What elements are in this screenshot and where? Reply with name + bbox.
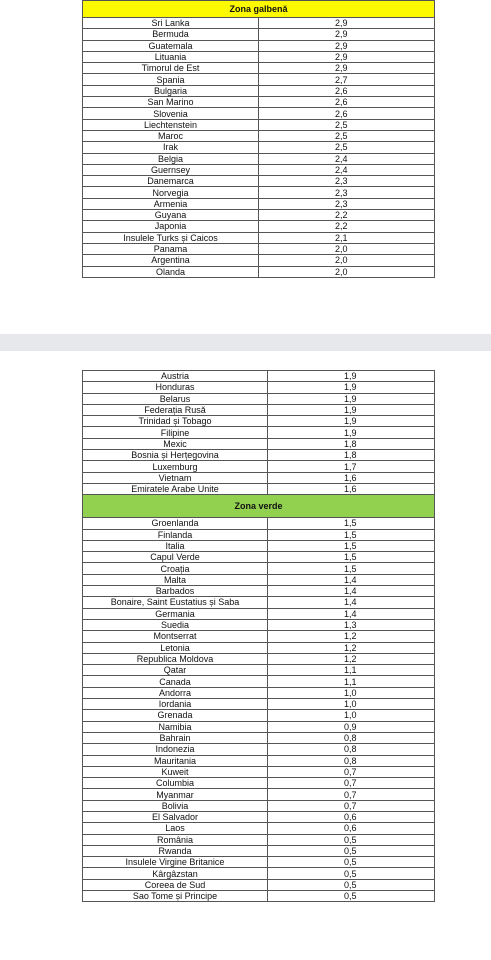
yellow-zone-row xyxy=(83,210,435,221)
yellow-zone-row xyxy=(83,63,435,74)
incidence-value: 1,5 xyxy=(268,529,435,540)
incidence-value: 2,5 xyxy=(259,142,435,153)
country-name: Mauritania xyxy=(83,755,268,766)
incidence-value: 1,0 xyxy=(268,687,435,698)
yellow-zone-row xyxy=(83,416,435,427)
country-name: Canada xyxy=(83,676,268,687)
country-name: Myanmar xyxy=(83,789,268,800)
green-zone-row xyxy=(83,653,435,664)
incidence-value: 0,5 xyxy=(268,891,435,902)
country-name: România xyxy=(83,834,268,845)
yellow-zone-row xyxy=(83,232,435,243)
country-name: San Marino xyxy=(83,97,259,108)
incidence-value: 2,3 xyxy=(259,187,435,198)
country-name: Insulele Virgine Britanice xyxy=(83,857,268,868)
country-name: Armenia xyxy=(83,198,259,209)
green-zone-row xyxy=(83,597,435,608)
country-name: Letonia xyxy=(83,642,268,653)
incidence-value: 2,3 xyxy=(259,198,435,209)
incidence-value: 0,7 xyxy=(268,789,435,800)
green-zone-row xyxy=(83,800,435,811)
incidence-value: 1,5 xyxy=(268,518,435,529)
incidence-value: 1,8 xyxy=(268,438,435,449)
incidence-value: 2,3 xyxy=(259,176,435,187)
green-zone-row xyxy=(83,891,435,902)
green-zone-row xyxy=(83,608,435,619)
green-zone-row xyxy=(83,721,435,732)
incidence-value: 1,7 xyxy=(268,461,435,472)
green-zone-title: Zona verde xyxy=(83,495,435,518)
country-name: Lituania xyxy=(83,51,259,62)
incidence-value: 0,5 xyxy=(268,845,435,856)
incidence-value: 1,6 xyxy=(268,472,435,483)
yellow-zone-row xyxy=(83,438,435,449)
green-zone-row xyxy=(83,879,435,890)
incidence-value: 1,6 xyxy=(268,483,435,494)
country-name: Italia xyxy=(83,540,268,551)
green-zone-row xyxy=(83,857,435,868)
countries-table-continued xyxy=(82,370,435,902)
green-zone-row xyxy=(83,518,435,529)
yellow-zone-row xyxy=(83,164,435,175)
yellow-zone-row xyxy=(83,450,435,461)
country-name: Columbia xyxy=(83,778,268,789)
incidence-value: 0,5 xyxy=(268,857,435,868)
country-name: Insulele Turks și Caicos xyxy=(83,232,259,243)
green-zone-row xyxy=(83,687,435,698)
yellow-zone-row xyxy=(83,243,435,254)
country-name: Iordania xyxy=(83,699,268,710)
incidence-value: 2,1 xyxy=(259,232,435,243)
incidence-value: 0,5 xyxy=(268,868,435,879)
country-name: Andorra xyxy=(83,687,268,698)
country-name: Groenlanda xyxy=(83,518,268,529)
country-name: Suedia xyxy=(83,619,268,630)
country-name: Vietnam xyxy=(83,472,268,483)
incidence-value: 2,0 xyxy=(259,255,435,266)
green-zone-header-row xyxy=(83,495,435,518)
green-zone-row xyxy=(83,755,435,766)
country-name: Bosnia și Herțegovina xyxy=(83,450,268,461)
incidence-value: 1,9 xyxy=(268,404,435,415)
yellow-zone-row xyxy=(83,176,435,187)
yellow-zone-row xyxy=(83,393,435,404)
country-name: Bermuda xyxy=(83,29,259,40)
country-name: Bahrain xyxy=(83,732,268,743)
country-name: Rwanda xyxy=(83,845,268,856)
incidence-value: 1,9 xyxy=(268,382,435,393)
yellow-zone-header-row xyxy=(83,1,435,18)
incidence-value: 0,7 xyxy=(268,778,435,789)
yellow-zone-row xyxy=(83,85,435,96)
green-zone-row xyxy=(83,699,435,710)
incidence-value: 1,0 xyxy=(268,710,435,721)
yellow-zone-row xyxy=(83,221,435,232)
country-name: Montserrat xyxy=(83,631,268,642)
incidence-value: 2,6 xyxy=(259,97,435,108)
green-zone-row xyxy=(83,778,435,789)
incidence-value: 1,9 xyxy=(268,393,435,404)
incidence-value: 2,2 xyxy=(259,210,435,221)
incidence-value: 1,3 xyxy=(268,619,435,630)
green-zone-row xyxy=(83,529,435,540)
country-name: Germania xyxy=(83,608,268,619)
yellow-zone-row xyxy=(83,255,435,266)
yellow-zone-row xyxy=(83,427,435,438)
country-name: Danemarca xyxy=(83,176,259,187)
incidence-value: 2,6 xyxy=(259,108,435,119)
incidence-value: 2,9 xyxy=(259,63,435,74)
country-name: Croația xyxy=(83,563,268,574)
country-name: Coreea de Sud xyxy=(83,879,268,890)
incidence-value: 0,5 xyxy=(268,834,435,845)
country-name: Spania xyxy=(83,74,259,85)
incidence-value: 1,2 xyxy=(268,631,435,642)
green-zone-row xyxy=(83,540,435,551)
country-name: Namibia xyxy=(83,721,268,732)
incidence-value: 1,0 xyxy=(268,699,435,710)
incidence-value: 1,4 xyxy=(268,608,435,619)
country-name: Finlanda xyxy=(83,529,268,540)
country-name: Grenada xyxy=(83,710,268,721)
green-zone-row xyxy=(83,732,435,743)
incidence-value: 1,2 xyxy=(268,653,435,664)
country-name: Guatemala xyxy=(83,40,259,51)
country-name: Trinidad și Tobago xyxy=(83,416,268,427)
country-name: Laos xyxy=(83,823,268,834)
green-zone-row xyxy=(83,744,435,755)
incidence-value: 0,6 xyxy=(268,823,435,834)
incidence-value: 0,5 xyxy=(268,879,435,890)
incidence-value: 0,6 xyxy=(268,811,435,822)
incidence-value: 1,1 xyxy=(268,665,435,676)
yellow-zone-row xyxy=(83,198,435,209)
country-name: Indonezia xyxy=(83,744,268,755)
country-name: Bonaire, Saint Eustatius și Saba xyxy=(83,597,268,608)
green-zone-row xyxy=(83,642,435,653)
green-zone-row xyxy=(83,586,435,597)
incidence-value: 1,8 xyxy=(268,450,435,461)
yellow-zone-row xyxy=(83,97,435,108)
country-name: El Salvador xyxy=(83,811,268,822)
incidence-value: 2,5 xyxy=(259,130,435,141)
incidence-value: 1,9 xyxy=(268,416,435,427)
incidence-value: 2,9 xyxy=(259,40,435,51)
incidence-value: 1,4 xyxy=(268,597,435,608)
green-zone-row xyxy=(83,710,435,721)
country-name: Capul Verde xyxy=(83,552,268,563)
yellow-zone-row xyxy=(83,142,435,153)
yellow-zone-row xyxy=(83,371,435,382)
country-name: Sao Tome și Principe xyxy=(83,891,268,902)
yellow-zone-row xyxy=(83,119,435,130)
yellow-zone-row xyxy=(83,18,435,29)
yellow-zone-row xyxy=(83,108,435,119)
country-name: Timorul de Est xyxy=(83,63,259,74)
green-zone-row xyxy=(83,766,435,777)
country-name: Federația Rusă xyxy=(83,404,268,415)
country-name: Belgia xyxy=(83,153,259,164)
country-name: Norvegia xyxy=(83,187,259,198)
yellow-zone-table xyxy=(82,0,435,278)
green-zone-row xyxy=(83,845,435,856)
green-zone-row xyxy=(83,789,435,800)
green-zone-row xyxy=(83,811,435,822)
yellow-zone-row xyxy=(83,187,435,198)
country-name: Malta xyxy=(83,574,268,585)
country-name: Olanda xyxy=(83,266,259,277)
incidence-value: 0,8 xyxy=(268,744,435,755)
incidence-value: 1,4 xyxy=(268,586,435,597)
country-name: Guernsey xyxy=(83,164,259,175)
green-zone-row xyxy=(83,619,435,630)
yellow-zone-row xyxy=(83,153,435,164)
country-name: Liechtenstein xyxy=(83,119,259,130)
incidence-value: 2,0 xyxy=(259,266,435,277)
incidence-value: 1,5 xyxy=(268,552,435,563)
country-name: Guyana xyxy=(83,210,259,221)
country-name: Austria xyxy=(83,371,268,382)
document-page-1 xyxy=(0,0,491,334)
document-page-2 xyxy=(0,351,491,960)
incidence-value: 2,4 xyxy=(259,153,435,164)
country-name: Kârgâzstan xyxy=(83,868,268,879)
yellow-zone-row xyxy=(83,74,435,85)
country-name: Kuweit xyxy=(83,766,268,777)
green-zone-row xyxy=(83,823,435,834)
incidence-value: 2,6 xyxy=(259,85,435,96)
country-name: Irak xyxy=(83,142,259,153)
green-zone-row xyxy=(83,552,435,563)
country-name: Belarus xyxy=(83,393,268,404)
country-name: Qatar xyxy=(83,665,268,676)
yellow-zone-title: Zona galbenă xyxy=(83,1,435,18)
incidence-value: 0,8 xyxy=(268,755,435,766)
incidence-value: 0,7 xyxy=(268,766,435,777)
green-zone-row xyxy=(83,631,435,642)
incidence-value: 2,2 xyxy=(259,221,435,232)
incidence-value: 1,4 xyxy=(268,574,435,585)
incidence-value: 1,5 xyxy=(268,540,435,551)
incidence-value: 2,4 xyxy=(259,164,435,175)
incidence-value: 0,7 xyxy=(268,800,435,811)
incidence-value: 1,9 xyxy=(268,371,435,382)
incidence-value: 1,5 xyxy=(268,563,435,574)
incidence-value: 1,2 xyxy=(268,642,435,653)
country-name: Luxemburg xyxy=(83,461,268,472)
green-zone-row xyxy=(83,868,435,879)
yellow-zone-row xyxy=(83,51,435,62)
country-name: Filipine xyxy=(83,427,268,438)
incidence-value: 2,9 xyxy=(259,29,435,40)
yellow-zone-row xyxy=(83,483,435,494)
country-name: Bolivia xyxy=(83,800,268,811)
incidence-value: 0,9 xyxy=(268,721,435,732)
yellow-zone-row xyxy=(83,40,435,51)
yellow-zone-row xyxy=(83,472,435,483)
country-name: Republica Moldova xyxy=(83,653,268,664)
green-zone-row xyxy=(83,676,435,687)
country-name: Panama xyxy=(83,243,259,254)
incidence-value: 2,9 xyxy=(259,18,435,29)
country-name: Japonia xyxy=(83,221,259,232)
country-name: Mexic xyxy=(83,438,268,449)
yellow-zone-row xyxy=(83,130,435,141)
country-name: Honduras xyxy=(83,382,268,393)
green-zone-row xyxy=(83,834,435,845)
country-name: Bulgaria xyxy=(83,85,259,96)
incidence-value: 1,1 xyxy=(268,676,435,687)
country-name: Barbados xyxy=(83,586,268,597)
yellow-zone-row xyxy=(83,266,435,277)
country-name: Emiratele Arabe Unite xyxy=(83,483,268,494)
yellow-zone-row xyxy=(83,382,435,393)
green-zone-row xyxy=(83,665,435,676)
yellow-zone-row xyxy=(83,461,435,472)
incidence-value: 0,8 xyxy=(268,732,435,743)
incidence-value: 2,7 xyxy=(259,74,435,85)
country-name: Slovenia xyxy=(83,108,259,119)
incidence-value: 1,9 xyxy=(268,427,435,438)
yellow-zone-row xyxy=(83,404,435,415)
incidence-value: 2,9 xyxy=(259,51,435,62)
yellow-zone-row xyxy=(83,29,435,40)
green-zone-row xyxy=(83,574,435,585)
green-zone-row xyxy=(83,563,435,574)
incidence-value: 2,5 xyxy=(259,119,435,130)
country-name: Sri Lanka xyxy=(83,18,259,29)
country-name: Maroc xyxy=(83,130,259,141)
country-name: Argentina xyxy=(83,255,259,266)
incidence-value: 2,0 xyxy=(259,243,435,254)
